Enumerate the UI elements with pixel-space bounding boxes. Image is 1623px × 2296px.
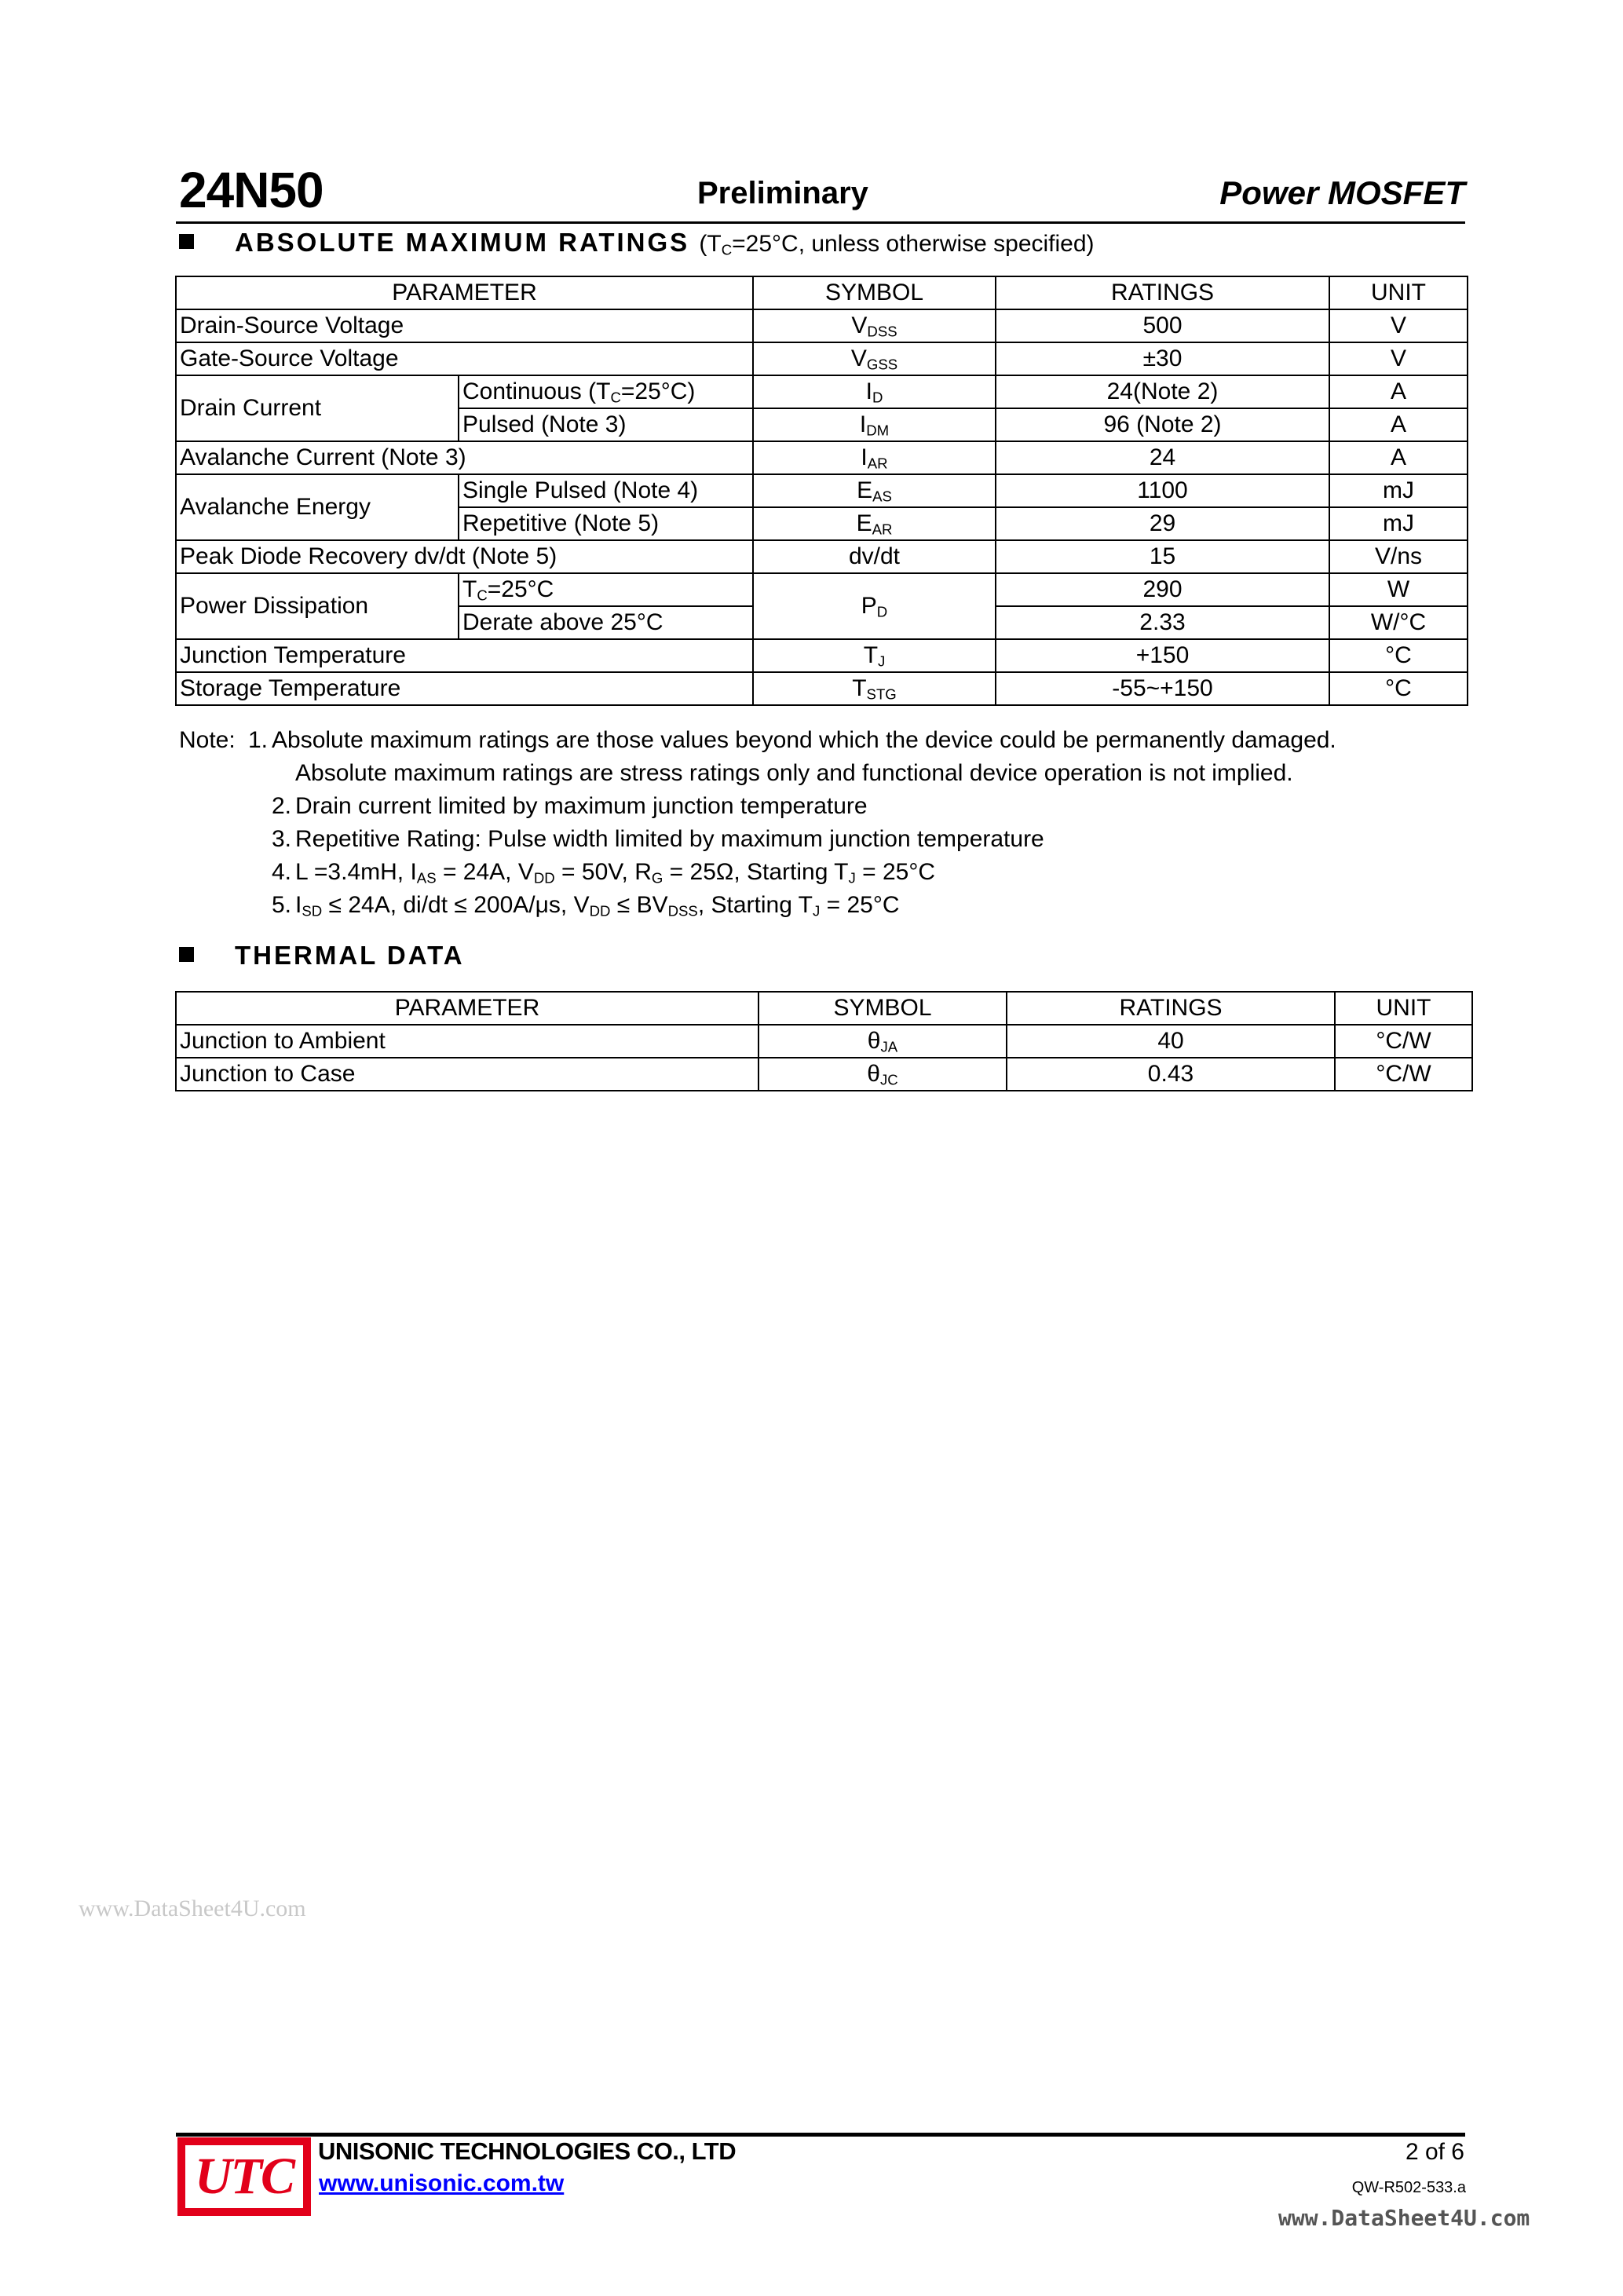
unit-cell: A	[1329, 375, 1468, 408]
param-cell: Avalanche Current (Note 3)	[176, 441, 753, 474]
symbol-cell: $E_{AS}$	[753, 474, 996, 507]
company-name: UNISONIC TECHNOLOGIES CO., LTD	[318, 2137, 737, 2165]
notes-label: Note:	[179, 727, 236, 753]
table-row	[176, 639, 1468, 672]
table-header-row	[176, 276, 1468, 309]
condition-cell: Pulsed (Note 3)	[459, 408, 753, 441]
symbol-cell: $T_J$	[753, 639, 996, 672]
note-4: 4. L =3.4mH, $I_{AS} = 24A$, $V_{DD} = 50V$, $R_G = 25\Omega$, Starting $T_J = 25^\circ C$	[272, 859, 936, 887]
col-header-symbol: SYMBOL	[758, 992, 1007, 1025]
abs-max-heading	[179, 228, 1095, 258]
param-cell: Junction to Ambient	[176, 1025, 758, 1058]
col-header-ratings: RATINGS	[996, 276, 1329, 309]
unit-cell: °C	[1329, 672, 1468, 705]
condition-cell: Continuous $(T_C=25^\circ C)$	[459, 375, 753, 408]
document-number: QW-R502-533.a	[1351, 2179, 1466, 2196]
table-row	[176, 309, 1468, 342]
col-header-ratings: RATINGS	[1007, 992, 1335, 1025]
param-cell: Storage Temperature	[176, 672, 753, 705]
col-header-symbol: SYMBOL	[753, 276, 996, 309]
symbol-cell: dv/dt	[753, 540, 996, 573]
table-row	[176, 441, 1468, 474]
abs-max-condition: ($T_C=25^\circ C$, unless otherwise specified)	[699, 231, 1095, 258]
note-2: 2. Drain current limited by maximum junction temperature	[272, 793, 868, 819]
company-website-link[interactable]: www.unisonic.com.tw	[319, 2170, 565, 2196]
table-row	[176, 540, 1468, 573]
unit-cell: A	[1329, 441, 1468, 474]
thermal-title: THERMAL DATA	[235, 941, 465, 970]
unit-cell: W/°C	[1329, 606, 1468, 639]
abs-max-title: ABSOLUTE MAXIMUM RATINGS	[235, 228, 690, 257]
table-row	[176, 1058, 1472, 1091]
condition-cell: Repetitive (Note 5)	[459, 507, 753, 540]
rating-cell: 24(Note 2)	[996, 375, 1329, 408]
unit-cell: °C/W	[1335, 1058, 1472, 1091]
unit-cell: A	[1329, 408, 1468, 441]
note-1: Note: 1. Absolute maximum ratings are those values beyond which the device could be permanently damaged.	[179, 724, 1498, 757]
rating-cell: 15	[996, 540, 1329, 573]
unit-cell: V/ns	[1329, 540, 1468, 573]
symbol-cell: $I_D$	[753, 375, 996, 408]
param-cell: Avalanche Energy	[176, 474, 459, 540]
watermark-left: www.DataSheet4U.com	[79, 1896, 306, 1921]
param-cell: Junction Temperature	[176, 639, 753, 672]
param-cell: Drain Current	[176, 375, 459, 441]
rating-cell: 0.43	[1007, 1058, 1335, 1091]
symbol-cell: $I_{AR}$	[753, 441, 996, 474]
col-header-parameter: PARAMETER	[176, 992, 758, 1025]
thermal-heading	[179, 941, 465, 971]
unit-cell: W	[1329, 573, 1468, 606]
param-cell: Power Dissipation	[176, 573, 459, 639]
footer-rule	[176, 2133, 1465, 2137]
symbol-cell: $P_D$	[753, 573, 996, 639]
table-row	[176, 474, 1468, 507]
rating-cell: 24	[996, 441, 1329, 474]
table-row	[176, 672, 1468, 705]
watermark-right: www.DataSheet4U.com	[1278, 2205, 1530, 2231]
unit-cell: °C	[1329, 639, 1468, 672]
rating-cell: ±30	[996, 342, 1329, 375]
unit-cell: V	[1329, 309, 1468, 342]
table-row	[176, 1025, 1472, 1058]
unit-cell: V	[1329, 342, 1468, 375]
rating-cell: -55~+150	[996, 672, 1329, 705]
condition-cell: $T_C=25^\circ C$	[459, 573, 753, 606]
rating-cell: 40	[1007, 1025, 1335, 1058]
abs-max-table	[175, 276, 1468, 706]
symbol-cell: $V_{DSS}$	[753, 309, 996, 342]
unit-cell: °C/W	[1335, 1025, 1472, 1058]
symbol-cell: $V_{GSS}$	[753, 342, 996, 375]
table-row	[176, 573, 1468, 606]
unit-cell: mJ	[1329, 474, 1468, 507]
param-cell: Peak Diode Recovery dv/dt (Note 5)	[176, 540, 753, 573]
symbol-cell: $I_{DM}$	[753, 408, 996, 441]
col-header-unit: UNIT	[1329, 276, 1468, 309]
note-5: 5. $I_{SD} \le 24A$, di/dt ≤ 200A/μs, $V_{DD} \le BV_{DSS}$, Starting $T_J = 25^\circ C$	[272, 892, 900, 919]
table-row	[176, 375, 1468, 408]
symbol-cell: $\theta_{JA}$	[758, 1025, 1007, 1058]
rating-cell: 29	[996, 507, 1329, 540]
header-rule	[176, 221, 1465, 224]
condition-cell: Single Pulsed (Note 4)	[459, 474, 753, 507]
symbol-cell: $E_{AR}$	[753, 507, 996, 540]
square-bullet-icon	[179, 234, 194, 249]
unit-cell: mJ	[1329, 507, 1468, 540]
page-number: 2 of 6	[1405, 2139, 1464, 2165]
rating-cell: 2.33	[996, 606, 1329, 639]
part-number: 24N50	[179, 162, 324, 218]
symbol-cell: $\theta_{JC}$	[758, 1058, 1007, 1091]
condition-cell: Derate above 25°C	[459, 606, 753, 639]
param-cell: Drain-Source Voltage	[176, 309, 753, 342]
square-bullet-icon	[179, 947, 194, 962]
rating-cell: 290	[996, 573, 1329, 606]
rating-cell: 500	[996, 309, 1329, 342]
col-header-unit: UNIT	[1335, 992, 1472, 1025]
document-status: Preliminary	[697, 176, 868, 210]
notes-block	[179, 724, 1498, 922]
symbol-cell: $T_{STG}$	[753, 672, 996, 705]
param-cell: Junction to Case	[176, 1058, 758, 1091]
device-type: Power MOSFET	[1219, 174, 1465, 211]
note-3: 3. Repetitive Rating: Pulse width limited by maximum junction temperature	[272, 826, 1044, 852]
col-header-parameter: PARAMETER	[176, 276, 753, 309]
rating-cell: 1100	[996, 474, 1329, 507]
note-1-continued: Absolute maximum ratings are stress ratings only and functional device operation is not implied.	[295, 760, 1293, 786]
table-header-row	[176, 992, 1472, 1025]
rating-cell: 96 (Note 2)	[996, 408, 1329, 441]
table-row	[176, 342, 1468, 375]
utc-logo-text: UTC	[185, 2145, 303, 2208]
rating-cell: +150	[996, 639, 1329, 672]
thermal-table	[175, 991, 1473, 1091]
utc-logo	[177, 2137, 311, 2216]
param-cell: Gate-Source Voltage	[176, 342, 753, 375]
